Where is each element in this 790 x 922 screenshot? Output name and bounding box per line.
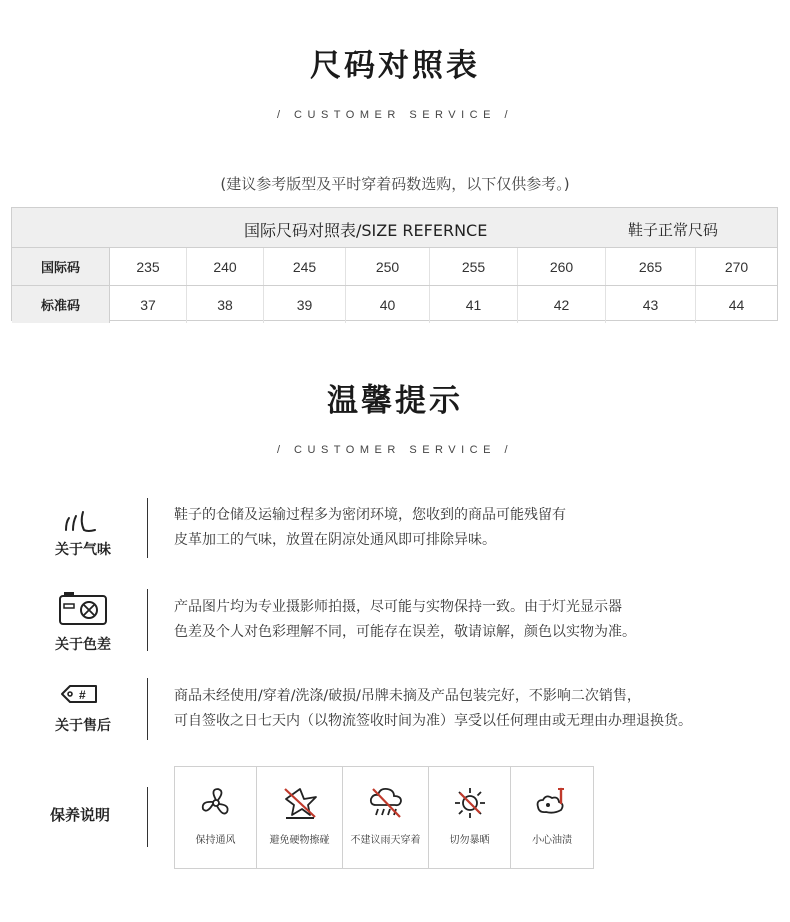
row-label: 标准码 bbox=[12, 286, 110, 323]
size-cell: 43 bbox=[606, 286, 696, 323]
divider bbox=[147, 589, 148, 651]
care-text: 保持通风 bbox=[195, 835, 236, 846]
care-text: 不建议雨天穿着 bbox=[350, 835, 421, 846]
tips-subtitle: / CUSTOMER SERVICE / bbox=[276, 444, 514, 456]
tip-line-text: 鞋子的仓储及运输过程多为密闭环境，您收到的商品可能残留有 bbox=[174, 507, 566, 523]
table-row-standard bbox=[12, 286, 777, 323]
svg-text:#: # bbox=[79, 688, 86, 702]
tip-line-text: 色差及个人对色彩理解不同，可能存在误差，敬请谅解，颜色以实物为准。 bbox=[174, 624, 636, 640]
care-label: 保养说明 bbox=[50, 806, 111, 824]
odor-icon bbox=[48, 504, 118, 540]
size-cell: 39 bbox=[264, 286, 346, 323]
tip-label-color: 关于色差 bbox=[55, 637, 111, 653]
care-item-no-sun bbox=[429, 767, 511, 868]
oil-stain-icon bbox=[534, 785, 570, 821]
size-chart-subtitle: / CUSTOMER SERVICE / bbox=[276, 109, 514, 121]
divider bbox=[147, 498, 148, 558]
tip-label-odor: 关于气味 bbox=[55, 542, 111, 558]
size-table-header-main: 国际尺码对照表/SIZE REFERNCE bbox=[244, 221, 488, 240]
size-cell: 240 bbox=[187, 248, 264, 285]
no-sun-icon bbox=[452, 785, 488, 821]
size-cell: 255 bbox=[430, 248, 518, 285]
size-cell: 235 bbox=[110, 248, 187, 285]
care-text: 避免硬物擦碰 bbox=[269, 835, 330, 846]
size-table bbox=[11, 207, 778, 321]
table-row-international bbox=[12, 248, 777, 286]
size-cell: 40 bbox=[346, 286, 430, 323]
camera-icon bbox=[48, 590, 118, 626]
tip-text-color bbox=[174, 595, 636, 645]
tip-line-text: 皮革加工的气味，放置在阴凉处通风即可排除异味。 bbox=[174, 532, 496, 548]
tip-text-after-sales bbox=[174, 684, 692, 734]
divider bbox=[147, 678, 148, 740]
care-item-no-hard-object bbox=[257, 767, 343, 868]
care-text: 切勿暴晒 bbox=[449, 835, 490, 846]
size-cell: 250 bbox=[346, 248, 430, 285]
size-cell: 44 bbox=[728, 296, 745, 313]
size-cell: 41 bbox=[430, 286, 518, 323]
size-chart-note: (建议参考版型及平时穿着码数选购，以下仅供参考。) bbox=[220, 175, 570, 193]
size-table-header bbox=[12, 208, 777, 248]
divider bbox=[147, 787, 148, 847]
tip-line-text: 可自签收之日七天内（以物流签收时间为准）享受以任何理由或无理由办理退换货。 bbox=[174, 713, 692, 729]
care-item-no-rain bbox=[343, 767, 429, 868]
size-cell: 270 bbox=[724, 258, 749, 275]
tip-line-text: 商品未经使用/穿着/洗涤/破损/吊牌未摘及产品包装完好，不影响二次销售， bbox=[174, 688, 641, 704]
tip-label-after-sales: 关于售后 bbox=[55, 718, 111, 734]
care-item-oil-stain bbox=[511, 767, 593, 868]
tip-line-text: 产品图片均为专业摄影师拍摄，尽可能与实物保持一致。由于灯光显示器 bbox=[174, 599, 622, 615]
size-cell: 265 bbox=[606, 248, 696, 285]
tips-title: 温馨提示 bbox=[327, 383, 463, 419]
no-hard-object-icon bbox=[282, 785, 318, 821]
size-cell: 260 bbox=[518, 248, 606, 285]
size-chart-title: 尺码对照表 bbox=[310, 48, 480, 84]
size-cell: 42 bbox=[518, 286, 606, 323]
row-label: 国际码 bbox=[12, 248, 110, 285]
care-item-ventilation bbox=[175, 767, 257, 868]
size-cell: 38 bbox=[187, 286, 264, 323]
tip-text-odor bbox=[174, 503, 566, 553]
size-cell: 37 bbox=[110, 286, 187, 323]
ventilation-icon bbox=[198, 785, 234, 821]
size-cell: 245 bbox=[264, 248, 346, 285]
care-text: 小心油渍 bbox=[532, 835, 572, 846]
size-table-header-side: 鞋子正常尺码 bbox=[628, 221, 719, 239]
no-rain-icon bbox=[368, 785, 404, 821]
care-icons-box bbox=[174, 766, 594, 869]
tag-icon bbox=[48, 680, 118, 716]
